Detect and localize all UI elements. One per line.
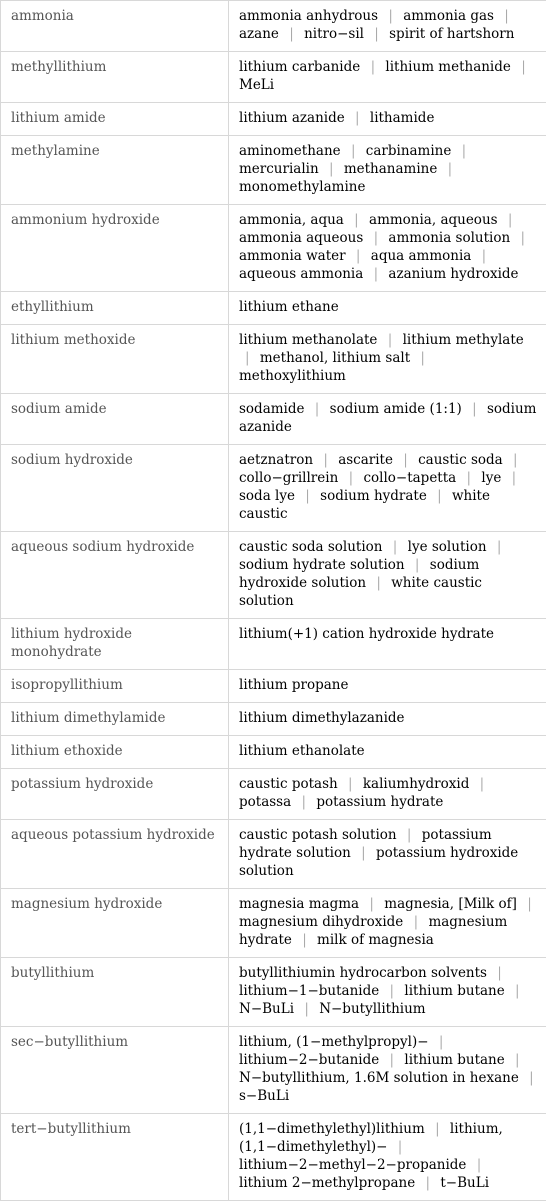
synonym-list [229,958,546,1027]
separator: | [498,8,515,24]
synonym-list [229,394,546,445]
synonym: white caustic [239,488,490,522]
synonym: magnesia, [Milk of] [384,896,517,912]
synonym: lithium ethanolate [239,743,365,759]
separator: | [368,26,385,42]
synonym: kaliumhydroxid [363,776,469,792]
compound-name: ammonium hydroxide [1,205,229,292]
separator: | [309,401,326,417]
separator: | [382,8,399,24]
table-row [1,325,546,394]
synonym: methanol, lithium salt [260,350,410,366]
synonym: lithium, (1−methylpropyl)− [239,1034,429,1050]
synonym-list [229,736,546,769]
compound-name: isopropyllithium [1,670,229,703]
table-row [1,958,546,1027]
separator: | [368,266,385,282]
synonym-list [229,325,546,394]
synonym: N−butyllithium [319,1001,425,1017]
synonym: ammonia water [239,248,346,264]
synonym-list [229,205,546,292]
separator: | [345,143,362,159]
separator: | [296,932,313,948]
separator: | [382,332,399,348]
table-row [1,1114,546,1201]
synonym: lithium 2−methylpropane [239,1175,415,1191]
separator: | [474,776,491,792]
separator: | [502,212,519,228]
compound-name: magnesium hydroxide [1,889,229,958]
separator: | [456,143,473,159]
synonym: ammonia aqueous [239,230,363,246]
table-row [1,736,546,769]
synonym-list [229,889,546,958]
synonym: t−BuLi [440,1175,489,1191]
synonym-list [229,136,546,205]
synonym: lithium methylate [403,332,524,348]
separator: | [295,794,312,810]
synonym: ammonia, aqueous [369,212,498,228]
synonym: lithamide [370,110,435,126]
table-row [1,445,546,532]
table-row [1,103,546,136]
synonym: collo−grillrein [239,470,338,486]
separator: | [515,59,532,75]
synonym-list [229,103,546,136]
table-row [1,1027,546,1114]
synonym: ammonia gas [403,8,494,24]
synonym: sodamide [239,401,305,417]
separator: | [392,1139,409,1155]
compound-name: potassium hydroxide [1,769,229,820]
synonym: butyllithiumin hydrocarbon solvents [239,965,487,981]
synonym: azanium hydroxide [388,266,518,282]
synonym: potassium hydroxide solution [239,845,518,879]
synonym: lithium azanide [239,110,345,126]
synonym: caustic potash [239,776,338,792]
synonym: lithium ethane [239,299,339,315]
synonym-list [229,1,546,52]
separator: | [317,452,334,468]
synonym-list [229,532,546,619]
synonym: magnesium hydrate [239,914,507,948]
synonym: aminomethane [239,143,341,159]
separator: | [429,1121,446,1137]
separator: | [491,965,508,981]
separator: | [476,248,493,264]
synonym: lithium butane [404,1052,504,1068]
separator: | [384,1052,401,1068]
separator: | [348,212,365,228]
synonym: milk of magnesia [317,932,434,948]
synonym: magnesia magma [239,896,359,912]
synonym: monomethylamine [239,179,365,195]
synonym: lithium butane [404,983,504,999]
synonym: methanamine [344,161,438,177]
separator: | [431,488,448,504]
synonym: N−BuLi [239,1001,294,1017]
separator: | [509,1052,526,1068]
synonym: lithium−1−butanide [239,983,379,999]
table-row [1,292,546,325]
table-row [1,532,546,619]
synonym: lithium methanolate [239,332,377,348]
separator: | [401,827,418,843]
synonym-list [229,619,546,670]
compound-name: sodium hydroxide [1,445,229,532]
synonym: ammonia solution [388,230,510,246]
table-row [1,670,546,703]
synonym-list [229,703,546,736]
separator: | [461,470,478,486]
compound-name: lithium dimethylamide [1,703,229,736]
table-row [1,703,546,736]
synonym: ammonia anhydrous [239,8,378,24]
separator: | [433,1034,450,1050]
compound-name: lithium ethoxide [1,736,229,769]
separator: | [509,983,526,999]
synonym: lye [481,470,501,486]
separator: | [414,350,431,366]
synonym: caustic potash solution [239,827,397,843]
separator: | [298,1001,315,1017]
synonym: aetznatron [239,452,313,468]
compound-name: ammonia [1,1,229,52]
table-row [1,820,546,889]
separator: | [323,161,340,177]
synonym: azane [239,26,279,42]
synonym-list [229,820,546,889]
synonym: potassium hydrate [316,794,443,810]
separator: | [384,983,401,999]
synonym: sodium hydrate [320,488,427,504]
separator: | [355,845,372,861]
synonym: magnesium dihydroxide [239,914,403,930]
compound-name: sec−butyllithium [1,1027,229,1114]
separator: | [409,557,426,573]
table-row [1,205,546,292]
compound-name: lithium hydroxide monohydrate [1,619,229,670]
compound-name: ethyllithium [1,292,229,325]
synonym-list [229,445,546,532]
synonym: mercurialin [239,161,319,177]
separator: | [343,470,360,486]
synonym: nitro−sil [304,26,364,42]
synonym: caustic soda solution [239,539,383,555]
synonym: ammonia, aqua [239,212,344,228]
synonym: lithium−2−methyl−2−propanide [239,1157,466,1173]
separator: | [491,539,508,555]
separator: | [506,470,523,486]
synonym: lithium carbanide [239,59,360,75]
separator: | [521,896,538,912]
table-row [1,136,546,205]
synonym: ascarite [338,452,393,468]
compound-name: tert−butyllithium [1,1114,229,1201]
separator: | [342,776,359,792]
synonyms-table-body [1,1,546,1201]
separator: | [349,110,366,126]
synonym: MeLi [239,77,274,93]
separator: | [368,230,385,246]
synonym: white caustic solution [239,575,482,609]
synonym: lithium propane [239,677,348,693]
synonym: aqua ammonia [371,248,472,264]
separator: | [363,896,380,912]
separator: | [387,539,404,555]
synonym: lithium, (1,1−dimethylethyl)− [239,1121,503,1155]
table-row [1,619,546,670]
synonym: sodium hydrate solution [239,557,405,573]
synonym: carbinamine [366,143,452,159]
synonym-list [229,292,546,325]
separator: | [365,59,382,75]
synonym-list [229,769,546,820]
synonym: (1,1−dimethylethyl)lithium [239,1121,425,1137]
compound-name: aqueous potassium hydroxide [1,820,229,889]
synonym-list [229,1027,546,1114]
compound-name: methylamine [1,136,229,205]
synonym: lithium methanide [385,59,510,75]
separator: | [397,452,414,468]
synonym: potassium hydrate solution [239,827,492,861]
compound-name: butyllithium [1,958,229,1027]
table-row [1,394,546,445]
synonym: sodium azanide [239,401,536,435]
separator: | [283,26,300,42]
separator: | [514,230,531,246]
table-row [1,769,546,820]
synonym: lithium−2−butanide [239,1052,379,1068]
synonym: potassa [239,794,291,810]
synonym: soda lye [239,488,295,504]
synonym: collo−tapetta [363,470,456,486]
synonym: methoxylithium [239,368,346,384]
separator: | [507,452,524,468]
synonym: lithium(+1) cation hydroxide hydrate [239,626,494,642]
separator: | [523,1070,540,1086]
compound-name: lithium methoxide [1,325,229,394]
separator: | [239,350,256,366]
compound-name: sodium amide [1,394,229,445]
separator: | [420,1175,437,1191]
synonym: s−BuLi [239,1088,289,1104]
separator: | [471,1157,488,1173]
synonym-list [229,1114,546,1201]
synonym-list [229,52,546,103]
separator: | [408,914,425,930]
compound-name: lithium amide [1,103,229,136]
synonym: lye solution [408,539,487,555]
separator: | [466,401,483,417]
synonym: aqueous ammonia [239,266,363,282]
synonym: N−butyllithium, 1.6M solution in hexane [239,1070,519,1086]
table-row [1,1,546,52]
table-row [1,889,546,958]
separator: | [442,161,459,177]
synonym: caustic soda [418,452,503,468]
synonym: sodium amide (1:1) [330,401,462,417]
synonym: sodium hydroxide solution [239,557,479,591]
separator: | [370,575,387,591]
synonym-list [229,670,546,703]
compound-name: methyllithium [1,52,229,103]
table-row [1,52,546,103]
compound-name: aqueous sodium hydroxide [1,532,229,619]
synonym: spirit of hartshorn [389,26,514,42]
synonym: lithium dimethylazanide [239,710,405,726]
separator: | [299,488,316,504]
separator: | [350,248,367,264]
